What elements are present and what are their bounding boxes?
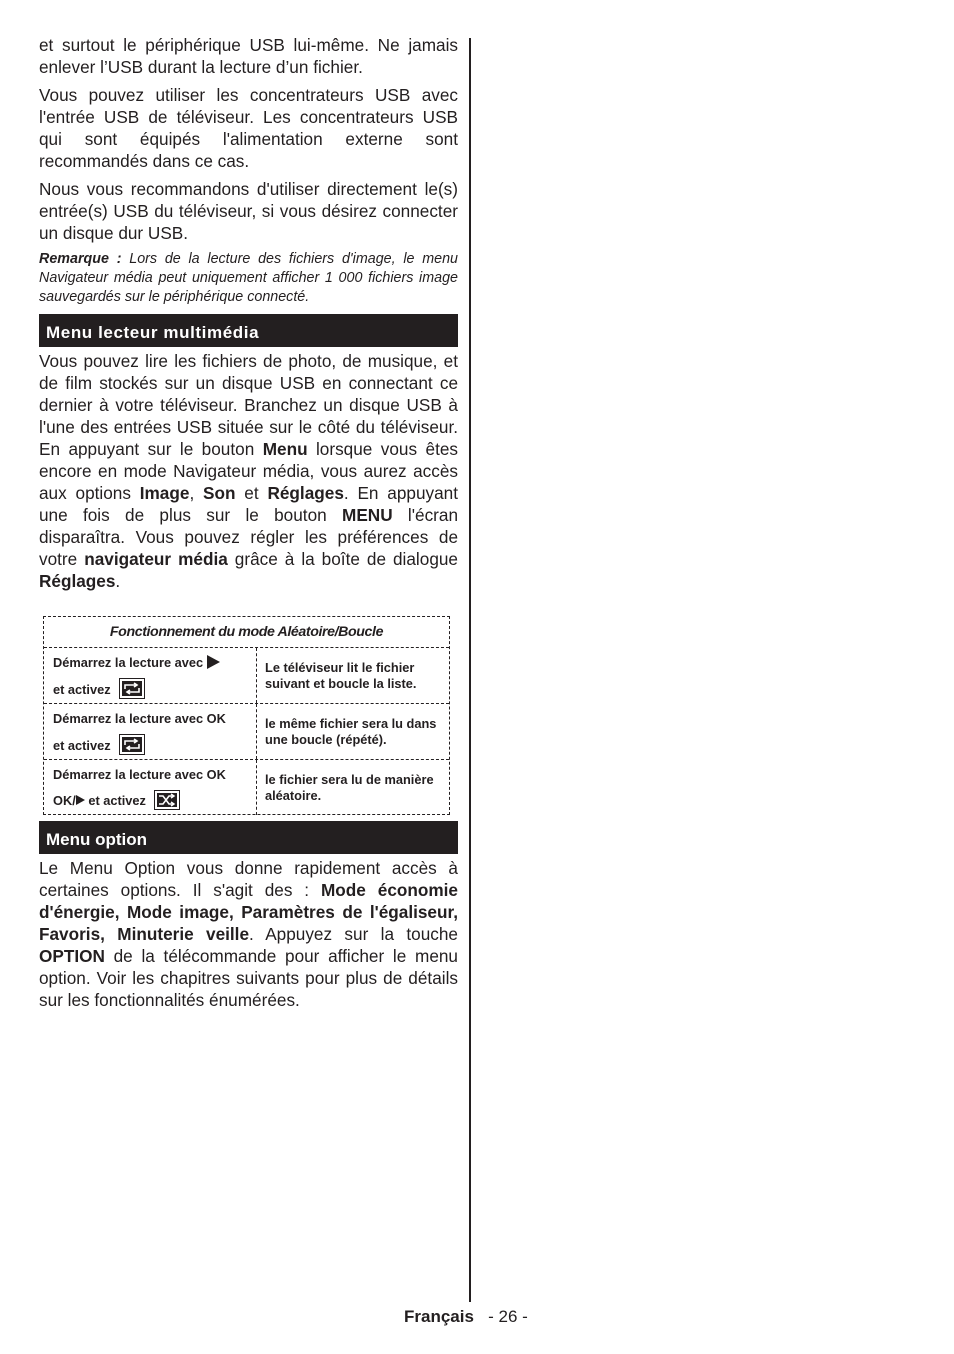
table-cell-right: le fichier sera lu de manière aléatoire. xyxy=(265,772,434,803)
table-cell-right: le même fichier sera lu dans une boucle (répété). xyxy=(265,716,437,747)
table-row xyxy=(44,704,449,760)
loop-shuffle-table xyxy=(43,616,450,815)
remark-label: Remarque : xyxy=(39,251,122,267)
remark-note xyxy=(39,250,458,307)
table-cell-right: Le téléviseur lit le fichier suivant et boucle la liste. xyxy=(265,660,417,691)
play-icon xyxy=(76,795,85,805)
intro-paragraph-1: et surtout le périphérique USB lui-même. Ne jamais enlever l’USB durant la lecture d’un fichier. xyxy=(39,35,458,77)
section-heading-text: Menu option xyxy=(46,830,148,849)
intro-paragraph-3: Nous vous recommandons d'utiliser directement le(s) entrée(s) USB du téléviseur, si vous désirez connecter un disque dur USB. xyxy=(39,179,458,243)
section-heading-media-player xyxy=(39,314,458,347)
main-column xyxy=(39,34,458,1011)
table-row xyxy=(44,760,449,815)
page-footer xyxy=(404,1307,528,1327)
media-player-paragraph: Vous pouvez lire les fichiers de photo, de musique, et de film stockés sur un disque USB en connectant ce dernier à votre téléviseur. Branchez un disque USB à l'une des entrées USB située sur le côté du téléviseur. En appuyant sur le bouton Menu lorsque vous êtes encore en mode Navigateur média, vous aurez accès aux options Image, Son et Réglages. En appuyant une fois de plus sur le bouton MENU l'écran disparaîtra. Vous pouvez régler les préférences de votre navigateur média grâce à la boîte de dialogue Réglages. xyxy=(39,351,459,591)
table-row xyxy=(44,648,449,704)
intro-paragraph-2: Vous pouvez utiliser les concentrateurs USB avec l'entrée USB de téléviseur. Les concentrateurs USB qui sont équipés l'alimentation externe sont recommandés dans ce cas. xyxy=(39,85,458,171)
column-divider xyxy=(469,38,471,1302)
loop-icon xyxy=(119,678,145,703)
section-heading-text: Menu lecteur multimédia xyxy=(46,323,260,342)
section-heading-option-menu xyxy=(39,821,458,854)
remark-text: Lors de la lecture des fichiers d'image, le menu Navigateur média peut uniquement afficher 1 000 fichiers image sauvegardés sur le périphérique connecté. xyxy=(39,251,459,305)
table-cell-left: Démarrez la lecture avec OK et activez xyxy=(44,704,257,759)
option-menu-paragraph: Le Menu Option vous donne rapidement accès à certaines options. Il s'agit des : Mode économie d'énergie, Mode image, Paramètres de l'égaliseur, Favoris, Minuterie veille. Appuyez sur la touche OPTION de la télécommande pour afficher le menu option. Voir les chapitres suivants pour plus de détails sur les fonctionnalités énumérées. xyxy=(39,858,458,1010)
table-cell-left: Démarrez la lecture avec OK OK/ et activez xyxy=(44,760,257,815)
loop-icon xyxy=(119,734,145,759)
shuffle-icon xyxy=(154,790,180,814)
page-number: - 26 - xyxy=(488,1307,528,1326)
play-icon xyxy=(207,655,220,669)
table-cell-left: Démarrez la lecture avec et activez xyxy=(44,648,257,703)
table-caption: Fonctionnement du mode Aléatoire/Boucle xyxy=(44,617,449,648)
footer-language: Français xyxy=(404,1307,474,1326)
